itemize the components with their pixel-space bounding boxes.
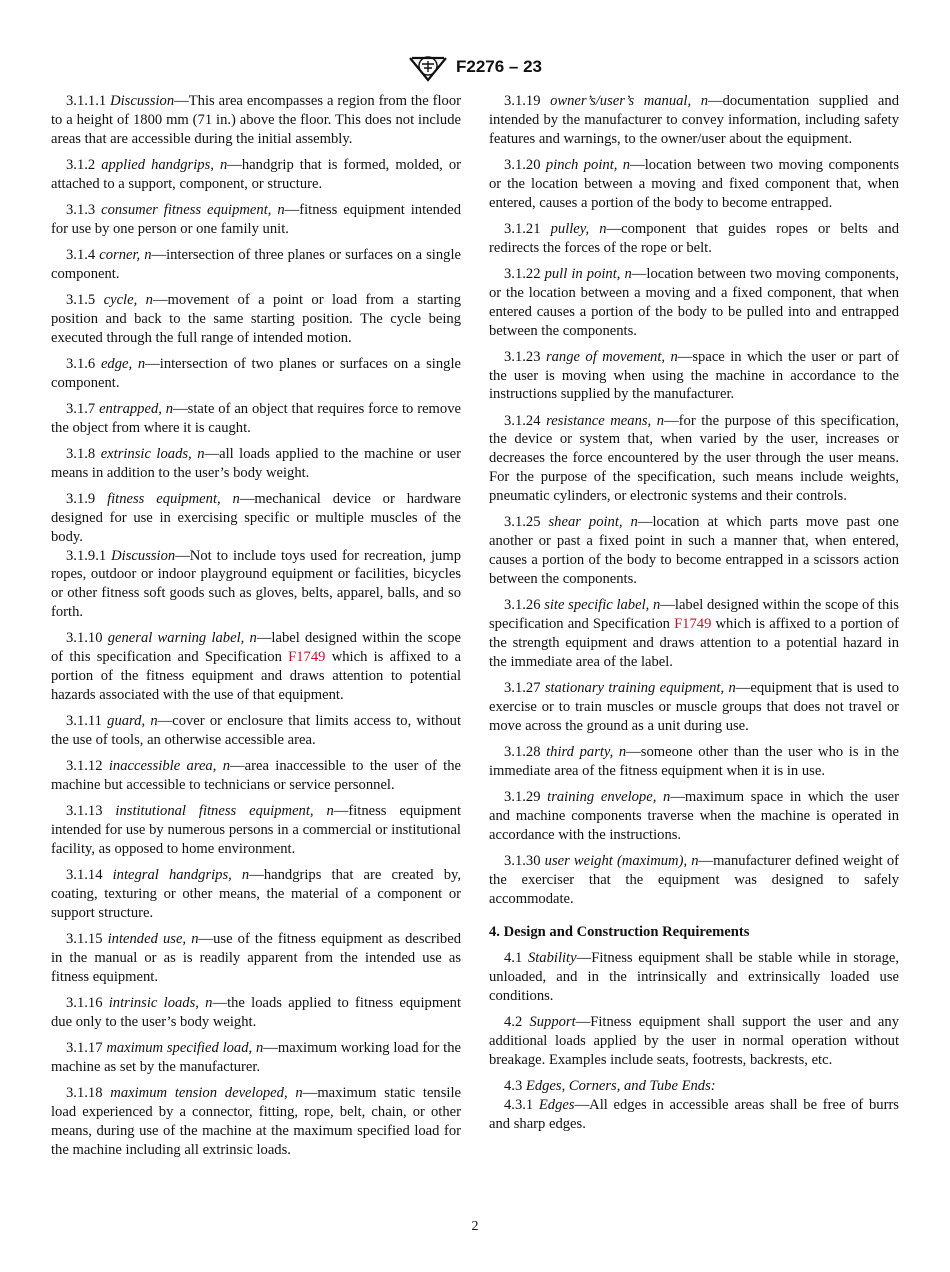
definition-paragraph [51, 712, 461, 750]
term-separator: — [575, 1014, 591, 1031]
defined-term: inaccessible area, n [108, 758, 231, 775]
definition-text: which is affixed to a portion of the fitness equipment and draws attention to potential hazards associated with the use of that equipment. [51, 649, 462, 704]
defined-term: Edges [538, 1097, 575, 1114]
definition-paragraph [489, 679, 899, 736]
section-number: 3.1.30 [504, 852, 541, 869]
section-number: 3.1.16 [66, 994, 103, 1011]
section-number: 3.1.10 [66, 630, 103, 647]
definition-paragraph [51, 445, 461, 483]
section-number: 3.1.11 [66, 713, 102, 730]
definition-text: location between two moving components or the location between a moving and fixed component that, when entered, causes a portion of the body to become entrapped. [489, 156, 899, 211]
defined-term: corner, n [99, 246, 152, 263]
defined-term: intended use, n [107, 930, 199, 947]
section-number: 4.2 [504, 1014, 523, 1031]
definition-text: space in which the user or part of the user is moving when using the machine in accordance to the instructions supplied by the manufacturer. [489, 348, 900, 403]
defined-term: owner’s/user’s manual, n [550, 93, 708, 109]
definition-paragraph [489, 348, 899, 405]
term-separator: — [574, 1097, 590, 1114]
section-number: 3.1.24 [504, 412, 541, 429]
definition-paragraph [489, 265, 899, 341]
definition-text: someone other than the user who is in the immediate area of the fitness equipment when it is in use. [489, 743, 899, 779]
defined-term: user weight (maximum), n [544, 852, 699, 869]
section-number: 3.1.17 [66, 1039, 103, 1056]
definition-paragraph [51, 355, 461, 393]
section-number: 3.1.8 [66, 445, 96, 462]
term-separator: — [698, 852, 714, 869]
section-number: 3.1.14 [66, 867, 103, 884]
term-separator: — [677, 348, 693, 365]
defined-term: pinch point, n [545, 156, 631, 173]
term-separator: — [239, 490, 255, 507]
definition-text: label designed within the scope of this specification and Specification [51, 630, 461, 666]
section-number: 3.1.2 [66, 156, 96, 173]
definition-text: location between two moving components, or the location between a moving and a fixed component, that when entered causes a portion of the body to be pulled into and entrapped between the components. [489, 265, 899, 339]
definition-text: Fitness equipment shall be stable while in storage, unloaded, and in the intrinsically and extrinsically loaded use conditions. [489, 950, 899, 1005]
definition-paragraph [489, 743, 899, 781]
defined-term: range of movement, n [545, 348, 678, 365]
term-separator: — [637, 514, 653, 531]
definition-text: intersection of three planes or surfaces on a single component. [51, 246, 461, 282]
section-number: 3.1.25 [504, 514, 541, 531]
term-separator: — [230, 758, 245, 775]
term-separator: — [157, 713, 173, 730]
defined-term: training envelope, n [547, 788, 671, 805]
defined-term: pull in point, n [544, 265, 632, 282]
definition-paragraph [489, 949, 899, 1006]
definition-text: movement of a point or load from a starting position and back to the same starting position. The cycle being executed through the full range of intended motion. [51, 291, 461, 346]
term-separator: — [626, 743, 641, 760]
section-number: 3.1.27 [504, 679, 541, 696]
definition-text: maximum space in which the user and machine components traverse when the machine is operated in accordance with the instructions. [489, 788, 899, 843]
definition-text: All edges in accessible areas shall be free of burrs and sharp edges. [489, 1097, 899, 1132]
definition-paragraph [489, 1096, 899, 1134]
defined-term: guard, n [107, 713, 158, 730]
defined-term: extrinsic loads, n [100, 445, 205, 462]
term-separator: — [284, 201, 300, 218]
definition-paragraph [489, 852, 899, 909]
term-separator: — [302, 1084, 318, 1101]
defined-term: maximum tension developed, n [110, 1084, 303, 1101]
definition-text: intersection of two planes or surfaces on a single component. [51, 355, 461, 391]
definition-paragraph [51, 1084, 461, 1160]
definition-text: This area encompasses a region from the floor to a height of 1800 mm (71 in.) above the floor. This does not include areas that are accessible during the initial assembly. [51, 93, 461, 147]
term-separator: — [660, 597, 675, 614]
defined-term: Edges, Corners, and Tube Ends: [525, 1078, 716, 1095]
definition-text: location at which parts move past one another or past a fixed point in such a manner that, when entered, causes a portion of the body to become entrapped in a scissors action between the components. [489, 514, 900, 587]
section-number: 3.1.19 [504, 93, 541, 109]
definition-paragraph [51, 490, 461, 547]
page-header [0, 52, 950, 82]
definition-text: handgrip that is formed, molded, or attached to a support, component, or structure. [51, 156, 462, 192]
term-separator: — [664, 412, 679, 429]
section-number: 3.1.15 [66, 930, 103, 947]
definition-paragraph [51, 92, 461, 149]
section-number: 3.1.4 [66, 246, 96, 263]
section-number: 3.1.29 [504, 788, 541, 805]
specification-link[interactable]: F1749 [288, 649, 326, 666]
definition-text: state of an object that requires force to remove the object from where it is caught. [51, 400, 461, 436]
defined-term: institutional fitness equipment, n [115, 803, 334, 820]
definition-paragraph [51, 547, 461, 623]
defined-term: resistance means, n [546, 412, 665, 429]
defined-term: maximum specified load, n [106, 1039, 264, 1056]
definition-text: Fitness equipment shall support the user and any additional loads applied by the user in normal operation without breakage. Examples include seats, footrests, backrests, etc. [489, 1014, 899, 1069]
definition-text: maximum working load for the machine as set by the manufacturer. [51, 1039, 461, 1075]
specification-link[interactable]: F1749 [674, 615, 712, 632]
definition-text: the loads applied to fitness equipment due only to the user’s body weight. [51, 994, 462, 1030]
term-separator: — [151, 246, 167, 263]
definition-text: all loads applied to the machine or user means in addition to the user’s body weight. [51, 445, 461, 481]
definition-paragraph [51, 994, 461, 1032]
term-separator: — [576, 950, 592, 967]
term-separator: — [173, 400, 188, 417]
definition-text: component that guides ropes or belts and redirects the forces of the rope or belt. [489, 220, 899, 256]
defined-term: cycle, n [103, 291, 153, 308]
definition-paragraph [51, 930, 461, 987]
term-separator: — [204, 445, 220, 462]
term-separator: — [212, 994, 228, 1011]
definition-paragraph [51, 1039, 461, 1077]
left-column [51, 92, 461, 1167]
astm-logo-icon [408, 52, 448, 82]
definition-paragraph [489, 1077, 899, 1096]
defined-term: fitness equipment, n [107, 490, 240, 507]
term-separator: — [227, 156, 242, 173]
section-number: 3.1.1.1 [66, 93, 107, 109]
defined-term: intrinsic loads, n [108, 994, 213, 1011]
definition-paragraph [489, 596, 899, 672]
defined-term: Discussion [111, 547, 176, 564]
definition-paragraph [489, 513, 899, 589]
right-column [489, 92, 899, 1141]
definition-text: use of the fitness equipment as described in the manual or as is readily apparent from the intended use as fitness equipment. [51, 930, 462, 985]
section-number: 3.1.26 [504, 597, 541, 614]
section-number: 3.1.7 [66, 400, 96, 417]
term-separator: — [606, 220, 622, 237]
definition-text: which is affixed to a portion of the strength equipment and draws attention to a potential hazard in the immediate area of the label. [489, 615, 899, 670]
definition-paragraph [51, 866, 461, 923]
definition-text: manufacturer defined weight of the exerciser that the equipment was designed to safely accommodate. [489, 852, 900, 907]
section-number: 3.1.18 [66, 1084, 103, 1101]
section-number: 3.1.12 [66, 758, 103, 775]
defined-term: Support [529, 1014, 576, 1031]
term-separator: — [174, 93, 189, 109]
definition-paragraph [489, 92, 899, 149]
section-number: 3.1.9 [66, 490, 96, 507]
term-separator: — [249, 867, 264, 884]
defined-term: pulley, n [550, 220, 607, 237]
definition-text: handgrips that are created by, coating, texturing or other means, the material of a component or support structure. [51, 867, 462, 921]
term-separator: — [263, 1039, 278, 1056]
section-number: 3.1.6 [66, 355, 96, 372]
defined-term: shear point, n [548, 514, 638, 531]
term-separator: — [631, 265, 647, 282]
defined-term: stationary training equipment, n [544, 679, 736, 696]
definition-text: cover or enclosure that limits access to, without the use of tools, an otherwise accessible area. [51, 713, 462, 749]
term-separator: — [198, 930, 214, 947]
term-separator: — [670, 788, 685, 805]
definition-paragraph [489, 1013, 899, 1070]
term-separator: — [145, 355, 160, 372]
term-separator: — [333, 803, 349, 820]
definition-text: Not to include toys used for recreation, jump ropes, outdoor or indoor playground equipment or facilities, bicycles or other fitness soft goods such as gloves, belts, apparel, balls, and so forth. [51, 547, 462, 621]
section-number: 3.1.22 [504, 265, 541, 282]
section-number: 4.3 [504, 1078, 523, 1095]
definition-paragraph [51, 802, 461, 859]
section-number: 3.1.28 [504, 743, 541, 760]
definition-text: fitness equipment intended for use by numerous persons in a commercial or institutional facility, as opposed to home environment. [51, 803, 462, 857]
definition-paragraph [51, 629, 461, 705]
section-number: 4.3.1 [504, 1097, 534, 1114]
definition-paragraph [489, 156, 899, 213]
definition-paragraph [51, 400, 461, 438]
definition-text: mechanical device or hardware designed for use in exercising specific or multiple muscles of the body. [51, 490, 461, 545]
defined-term: general warning label, n [107, 630, 257, 647]
definition-paragraph [51, 156, 461, 194]
definition-text: label designed within the scope of this specification and Specification [489, 597, 899, 632]
defined-term: consumer fitness equipment, n [101, 201, 285, 218]
definition-text: documentation supplied and intended by the manufacturer to convey information, including safety features and warnings, to the owner/user about the equipment. [489, 93, 899, 147]
section-number: 3.1.3 [66, 201, 96, 218]
section-number: 4.1 [504, 950, 523, 967]
definition-paragraph [51, 291, 461, 348]
term-separator: — [256, 630, 272, 647]
standard-designation: F2276 – 23 [455, 57, 542, 76]
definition-paragraph [51, 246, 461, 284]
section-heading: 4. Design and Construction Requirements [489, 924, 750, 941]
term-separator: — [152, 291, 168, 308]
defined-term: applied handgrips, n [101, 156, 228, 173]
section-number: 3.1.21 [504, 220, 541, 237]
defined-term: Stability [527, 950, 577, 967]
definition-paragraph [489, 788, 899, 845]
definition-paragraph [51, 201, 461, 239]
definition-paragraph [489, 220, 899, 258]
defined-term: entrapped, n [99, 400, 174, 417]
defined-term: Discussion [110, 93, 175, 109]
term-separator: — [630, 156, 645, 173]
definition-text: fitness equipment intended for use by one person or one family unit. [51, 201, 461, 237]
term-separator: — [735, 679, 751, 696]
section-number: 3.1.23 [504, 348, 541, 365]
definition-text: area inaccessible to the user of the machine but accessible to technicians or service personnel. [51, 758, 461, 794]
definition-text: equipment that is used to exercise or to train muscles or muscle groups that does not travel or move across the ground as a unit during use. [489, 679, 899, 734]
section-number: 3.1.9.1 [66, 547, 107, 564]
section-number: 3.1.5 [66, 291, 96, 308]
term-separator: — [708, 93, 723, 109]
term-separator: — [175, 547, 190, 564]
definition-text: maximum static tensile load experienced by a connector, fitting, rope, belt, chain, or other means, during use of the machine at the maximum specified load for the machine including all extrinsic loads. [51, 1084, 461, 1158]
defined-term: integral handgrips, n [112, 867, 250, 884]
defined-term: edge, n [100, 355, 146, 372]
definition-paragraph [489, 412, 899, 507]
defined-term: site specific label, n [544, 597, 661, 614]
definition-text: for the purpose of this specification, the device or system that, when varied by the user, increases or decreases the force encountered by the user through the user means. For the purpose of the specification, such means include weights, pneumatic cylinders, or electronic systems and their controls. [489, 412, 899, 505]
definition-paragraph [51, 757, 461, 795]
section-number: 3.1.13 [66, 803, 103, 820]
section-number: 3.1.20 [504, 156, 541, 173]
page-number: 2 [471, 1219, 479, 1234]
defined-term: third party, n [546, 743, 627, 760]
